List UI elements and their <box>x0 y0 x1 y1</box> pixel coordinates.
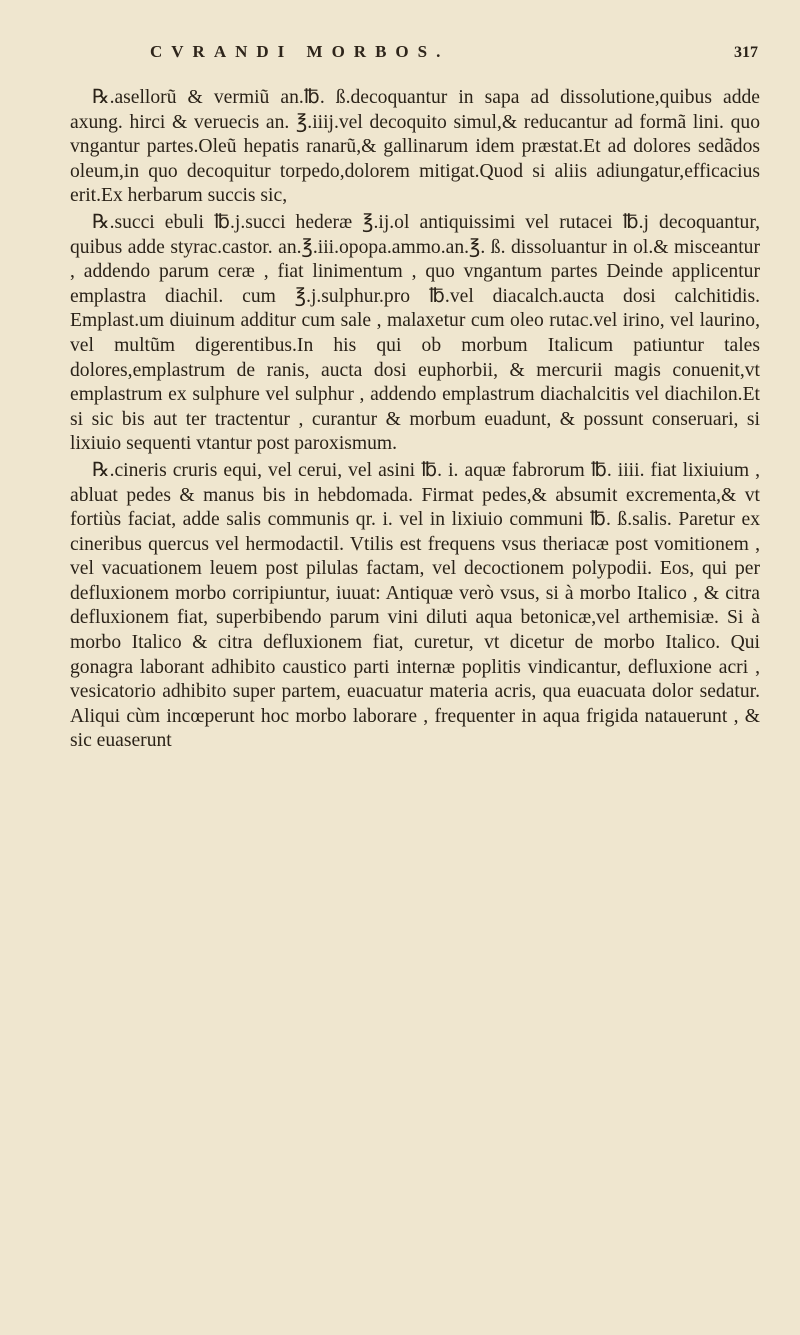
running-head: CVRANDI MORBOS. <box>150 42 450 61</box>
body-text <box>70 86 760 754</box>
paragraph-1: ℞.asellorũ & vermiũ an.℔. ß.decoquantur in sapa ad dissolutione,quibus adde axung. hirci & veruecis an. ℥.iiij.vel decoquito simul,& reducantur ad formã lini. quo vngantur partes.Oleũ hepatis ranarũ,& gallinarum idem præstat.Et ad dolores sedãdos oleum,in quo decoquitur torpedo,dolorem mitigat.Quod si aliis adiungatur,efficacius erit.Ex herbarum succis sic, <box>70 87 760 207</box>
paragraph-3: ℞.cineris cruris equi, vel cerui, vel asini ℔. i. aquæ fabrorum ℔. iiii. fiat lixiuium , abluat pedes & manus bis in hebdomada. Firmat pedes,& absumit excrementa,& vt fortiùs faciat, adde salis communis qr. i. vel in lixiuio communi ℔. ß.salis. Paretur ex cineribus quercus vel hermodactil. Vtilis est frequens vsus theriacæ post vomitionem , vel vacuationem leuem post pilulas factam, vel decoctionem polypodii. Eos, qui per defluxionem morbo corripiuntur, iuuat: Antiquæ verò vsus, si à morbo Italico , & citra defluxionem fiat, superbibendo parum vini diluti aqua betonicæ,vel arthemisiæ. Si à morbo Italico & citra defluxionem fiat, curetur, vt dicetur de morbo Italico. Qui gonagra laborant adhibito caustico parti internæ poplitis vindicantur, defluxione acri , vesicatorio adhibito super partem, euacuatur materia acris, qua euacuata dolor sedatur. Aliqui cùm incœperunt hoc morbo laborare , frequenter in aqua frigida natauerunt , & sic euaserunt <box>70 459 760 752</box>
page-number: 317 <box>734 44 758 61</box>
paragraph-2: ℞.succi ebuli ℔.j.succi hederæ ℥.ij.ol antiquissimi vel rutacei ℔.j decoquantur, quibus adde styrac.castor. an.℥.iii.opopa.ammo.an.℥. ß. dissoluantur in ol.& misceantur , addendo parum ceræ , fiat linimentum , quo vngantum partes Deinde applicentur emplastra diachil. cum ℥.j.sulphur.pro ℔.vel diacalch.aucta dosi calchitidis. Emplast.um diuinum additur cum sale , malaxetur cum oleo rutac.vel irino, vel laurino, vel multũm digerentibus.In his qui ob morbum Italicum patiuntur tales dolores,emplastrum de ranis, aucta dosi euphorbii, & mercurii magis conuenit,vt emplastrum ex sulphure vel sulphur , addendo emplastrum diachalcitis vel diachilon.Et si sic bis aut ter tractentur , curantur & morbum euadunt, & possunt conseruari, si lixiuio sequenti vtantur post paroxismum. <box>70 211 760 455</box>
page-header <box>70 42 760 72</box>
